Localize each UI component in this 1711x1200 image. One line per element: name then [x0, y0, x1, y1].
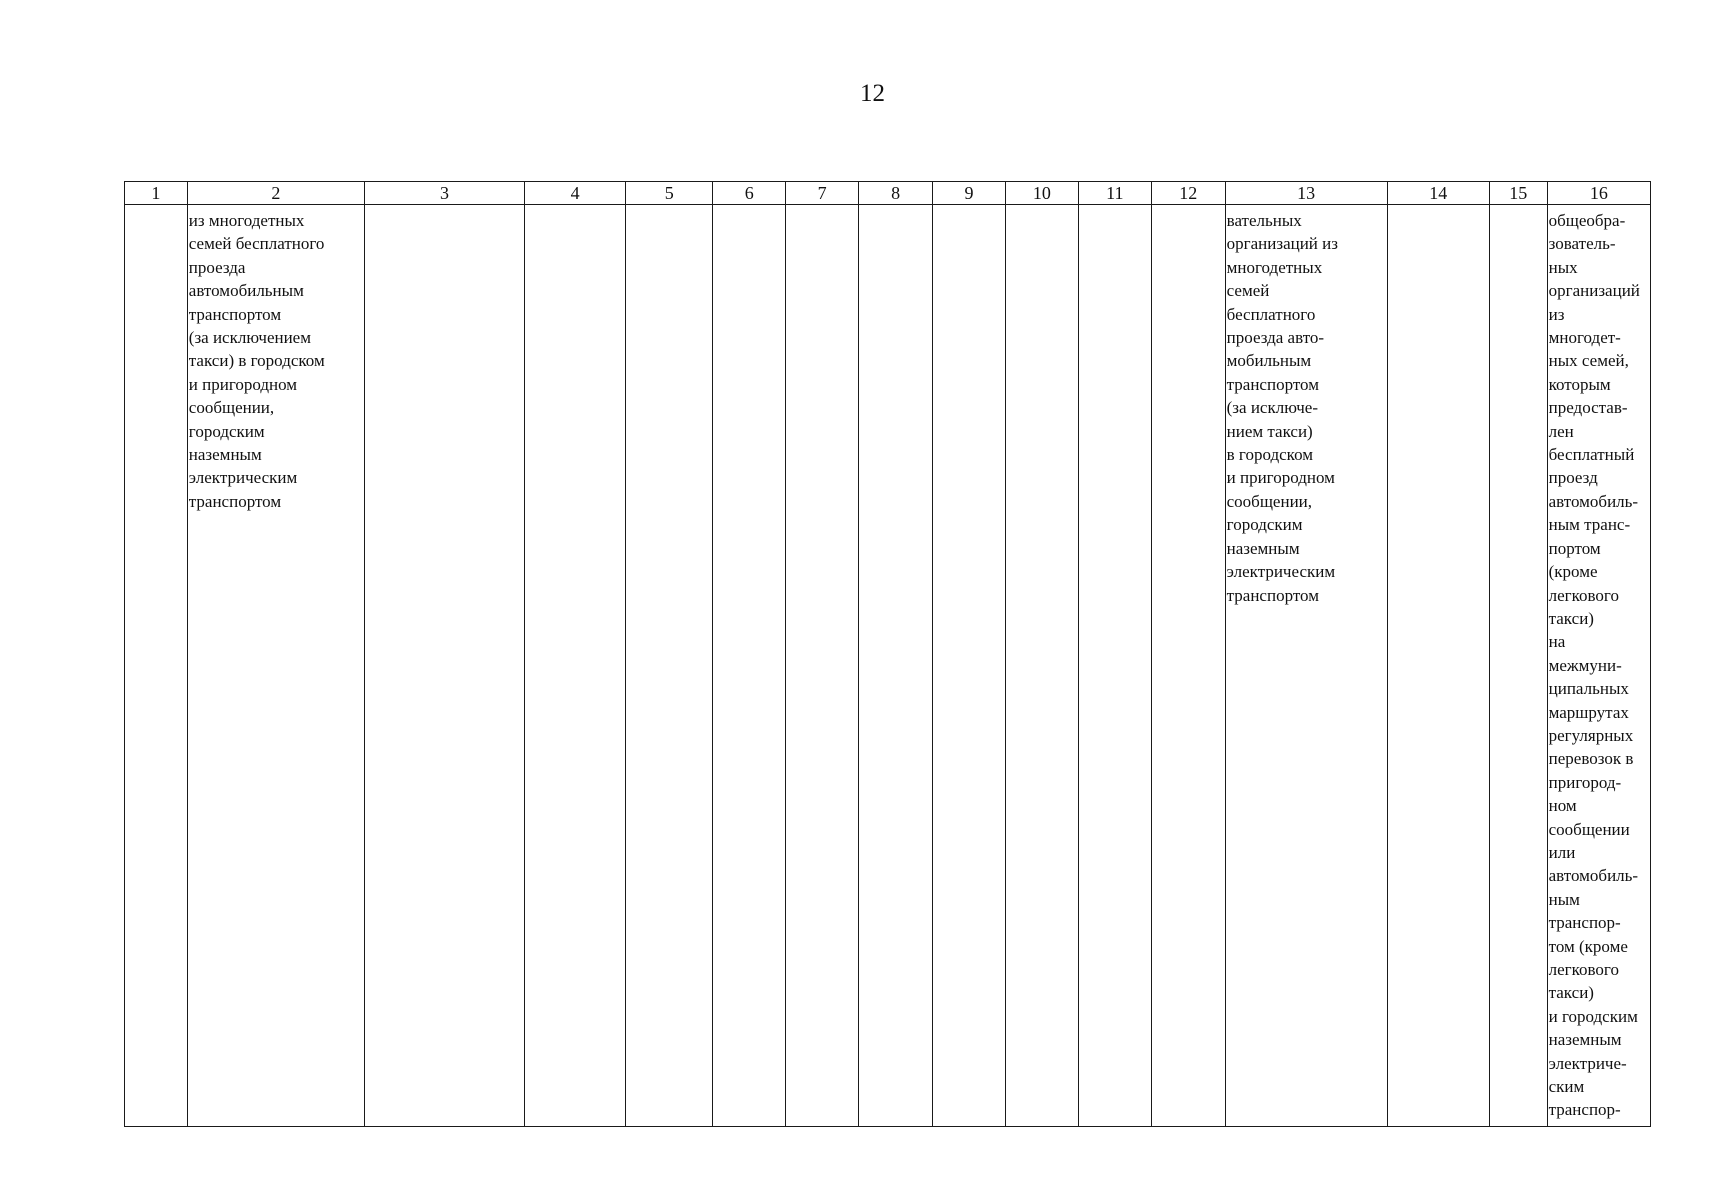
cell-text-line: многодетных	[1226, 257, 1323, 277]
column-header-15: 15	[1489, 182, 1547, 205]
cell-text-line: ных	[1548, 257, 1578, 277]
cell-text-line: транспортом	[188, 304, 282, 324]
cell-text-line: которым	[1548, 374, 1611, 394]
cell-text-line: вательных	[1226, 211, 1302, 230]
cell-text-line: портом	[1548, 538, 1601, 558]
cell-col-12	[1151, 205, 1225, 1127]
cell-text-line: ным транс-	[1548, 515, 1631, 535]
cell-text-line: ципальных	[1548, 679, 1629, 699]
cell-text-line: мобильным	[1226, 351, 1312, 371]
cell-text-line: том (кроме	[1548, 936, 1628, 956]
cell-text-line: перевозок в	[1548, 749, 1634, 769]
cell-text-line: легкового	[1548, 960, 1619, 979]
cell-text-line: проезд	[1548, 468, 1598, 488]
cell-text-line: ным	[1548, 889, 1580, 909]
cell-col-9	[933, 205, 1006, 1127]
column-header-13: 13	[1225, 182, 1387, 205]
cell-text-line: сообщении,	[1226, 491, 1313, 511]
cell-text-line: наземным	[1226, 538, 1300, 558]
cell-text-line: лен	[1548, 421, 1574, 441]
cell-text-line: многодет-	[1548, 328, 1621, 348]
cell-text-line: электриче-	[1548, 1053, 1627, 1073]
cell-text-line: такси)	[1548, 608, 1594, 628]
cell-text-line: городским	[1226, 515, 1303, 535]
column-header-10: 10	[1005, 182, 1078, 205]
page-number: 12	[860, 80, 885, 107]
cell-col-6	[713, 205, 786, 1127]
cell-text-line: или	[1548, 842, 1576, 862]
cell-text-line: автомобильным	[188, 281, 304, 301]
cell-col-13	[1225, 205, 1387, 1127]
cell-text-line: организаций	[1548, 281, 1640, 301]
cell-col-13-text	[1226, 205, 1387, 607]
cell-text-line: регулярных	[1548, 725, 1634, 745]
column-header-9: 9	[933, 182, 1006, 205]
cell-text-line: из многодетных	[188, 211, 305, 230]
cell-text-line: из	[1548, 304, 1565, 324]
cell-text-line: сообщении,	[188, 398, 275, 418]
cell-col-10	[1005, 205, 1078, 1127]
header-row	[125, 182, 1651, 205]
cell-text-line: городским	[188, 421, 265, 441]
cell-text-line: межмуни-	[1548, 655, 1622, 675]
cell-text-line: (за исключением	[188, 328, 311, 348]
column-header-5: 5	[626, 182, 713, 205]
cell-text-line: транспор-	[1548, 1100, 1621, 1120]
column-header-6: 6	[713, 182, 786, 205]
column-header-4: 4	[524, 182, 625, 205]
column-header-2: 2	[187, 182, 364, 205]
cell-col-15	[1489, 205, 1547, 1127]
cell-text-line: легкового	[1548, 585, 1619, 605]
column-header-16: 16	[1547, 182, 1650, 205]
cell-text-line: наземным	[1548, 1030, 1622, 1050]
column-header-14: 14	[1387, 182, 1489, 205]
cell-col-3	[364, 205, 524, 1127]
table-row	[125, 205, 1651, 1127]
cell-text-line: семей	[1226, 281, 1270, 301]
cell-text-line: ном	[1548, 796, 1577, 816]
cell-text-line: зователь-	[1548, 234, 1616, 254]
column-header-12: 12	[1151, 182, 1225, 205]
cell-text-line: ных семей,	[1548, 351, 1629, 371]
cell-text-line: автомобиль-	[1548, 866, 1639, 886]
cell-text-line: в городском	[1226, 445, 1314, 465]
cell-col-1	[125, 205, 188, 1127]
cell-text-line: такси) в городском	[188, 351, 325, 371]
cell-col-2	[187, 205, 364, 1127]
cell-text-line: и пригородном	[1226, 468, 1335, 488]
cell-text-line: пригород-	[1548, 772, 1622, 792]
cell-text-line: предостав-	[1548, 398, 1628, 418]
cell-col-4	[524, 205, 625, 1127]
cell-text-line: такси)	[1548, 983, 1594, 1003]
cell-text-line: нием такси)	[1226, 421, 1313, 441]
column-header-1: 1	[125, 182, 188, 205]
cell-text-line: организаций из	[1226, 234, 1338, 254]
cell-text-line: транспортом	[1226, 374, 1319, 394]
column-header-3: 3	[364, 182, 524, 205]
cell-col-7	[786, 205, 859, 1127]
cell-text-line: электрическим	[188, 468, 298, 488]
cell-text-line: бесплатный	[1548, 445, 1635, 465]
cell-col-16	[1547, 205, 1650, 1127]
cell-text-line: сообщении	[1548, 819, 1630, 839]
cell-text-line: наземным	[188, 445, 262, 465]
cell-text-line: транспор-	[1548, 913, 1621, 933]
cell-text-line: и городским	[1548, 1006, 1638, 1026]
cell-col-16-text	[1548, 205, 1650, 1122]
cell-text-line: и пригородном	[188, 374, 298, 394]
cell-text-line: электрическим	[1226, 562, 1336, 582]
cell-text-line: проезда авто-	[1226, 328, 1325, 348]
cell-col-11	[1078, 205, 1151, 1127]
cell-text-line: автомобиль-	[1548, 491, 1639, 511]
cell-text-line: семей бесплатного	[188, 234, 325, 254]
cell-col-8	[859, 205, 933, 1127]
cell-text-line: транспортом	[188, 491, 282, 511]
cell-col-2-text	[188, 205, 364, 513]
column-header-8: 8	[859, 182, 933, 205]
cell-text-line: маршрутах	[1548, 702, 1629, 722]
cell-text-line: проезда	[188, 257, 246, 277]
cell-text-line: (кроме	[1548, 562, 1598, 582]
cell-text-line: ским	[1548, 1077, 1585, 1097]
column-header-7: 7	[786, 182, 859, 205]
cell-col-5	[626, 205, 713, 1127]
cell-text-line: на	[1548, 632, 1566, 652]
cell-text-line: бесплатного	[1226, 304, 1316, 324]
cell-text-line: транспортом	[1226, 585, 1319, 605]
column-header-11: 11	[1078, 182, 1151, 205]
cell-text-line: (за исключе-	[1226, 398, 1319, 418]
data-table	[124, 181, 1651, 1127]
cell-text-line: общеобра-	[1548, 211, 1626, 230]
cell-col-14	[1387, 205, 1489, 1127]
